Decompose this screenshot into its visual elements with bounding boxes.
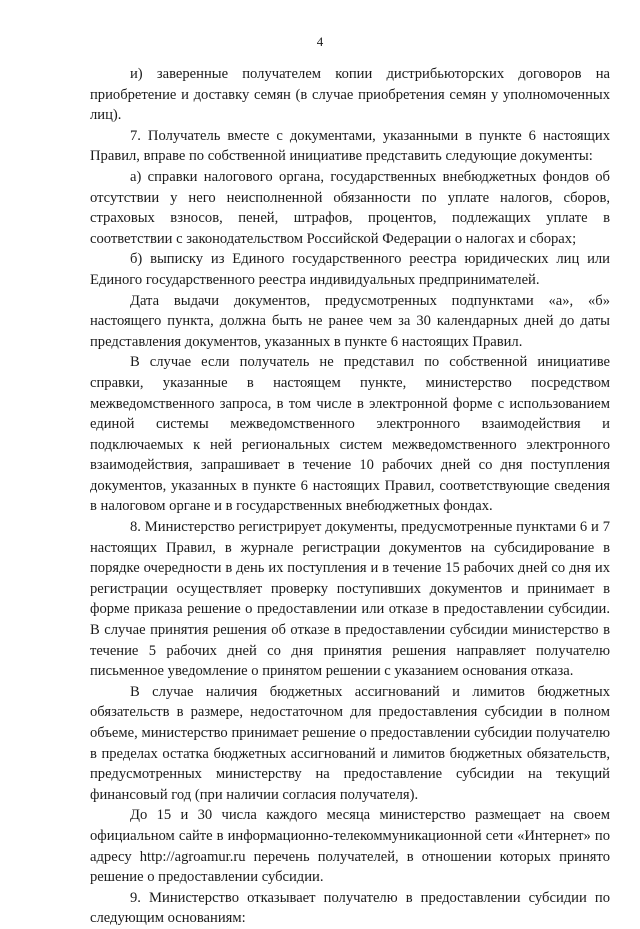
paragraph-item-b: б) выписку из Единого государственного реестра юридических лиц или Единого государственного реестра индивидуальных предпринимателей. [90, 251, 610, 288]
paragraph-8: 8. Министерство регистрирует документы, предусмотренные пунктами 6 и 7 настоящих Правил, в журнале регистрации документов на субсидирование в порядке очередности в день их поступления и в течение 15 рабочих дней со дня их регистрации осуществляет проверку поступивших документов и принимает в форме приказа решение о предоставлении или отказе в предоставлении субсидии. В случае принятия решения об отказе в предоставлении субсидии министерство в течение 5 рабочих дней со дня принятия решения направляет получателю письменное уведомление о принятом решении с указанием основания отказа. [90, 519, 610, 680]
paragraph-interagency-request: В случае если получатель не представил по собственной инициативе справки, указанные в настоящем пункте, министерство посредством межведомственного запроса, в том числе в электронной форме с использованием единой системы межведомственного электронного взаимодействия и подключаемых к ней региональных систем межведомственного электронного взаимодействия, запрашивает в течение 10 рабочих дней со дня поступления документов, указанных в пункте 6 настоящих Правил, соответствующие сведения в налоговом органе и в государственных внебюджетных фондах. [90, 354, 610, 515]
paragraph-item-i: и) заверенные получателем копии дистрибьюторских договоров на приобретение и доставку семян (в случае приобретения семян у уполномоченных лиц). [90, 66, 610, 124]
paragraph-document-date: Дата выдачи документов, предусмотренных подпунктами «а», «б» настоящего пункта, должна быть не ранее чем за 30 календарных дней до даты представления документов, указанных в пункте 6 настоящих Правил. [90, 292, 610, 350]
paragraph-budget-allocations: В случае наличия бюджетных ассигнований и лимитов бюджетных обязательств в размере, недостаточном для предоставления субсидии в полном объеме, министерство принимает решение о предоставлении субсидии получателю в пределах остатка бюджетных ассигнований и лимитов бюджетных обязательств, предусмотренных министерству на предоставление субсидии на текущий финансовый год (при наличии согласия получателя). [90, 683, 610, 803]
page-number: 4 [316, 34, 324, 49]
paragraph-publication: До 15 и 30 числа каждого месяца министерство размещает на своем официальном сайте в информационно-телекоммуникационной сети «Интернет» по адресу http://agroamur.ru перечень получателей, в отношении которых принято решение о предоставлении субсидии. [90, 807, 610, 886]
paragraph-9: 9. Министерство отказывает получателю в предоставлении субсидии по следующим основаниям: [90, 889, 610, 927]
document-body [90, 64, 610, 929]
paragraph-item-a: а) справки налогового органа, государственных внебюджетных фондов об отсутствии у него неисполненной обязанности по уплате налогов, сборов, страховых взносов, пеней, штрафов, процентов, подлежащих уплате в соответствии с законодательством Российской Федерации о налогах и сборах; [90, 168, 610, 247]
paragraph-7: 7. Получатель вместе с документами, указанными в пункте 6 настоящих Правил, вправе по собственной инициативе представить следующие документы: [90, 127, 610, 165]
